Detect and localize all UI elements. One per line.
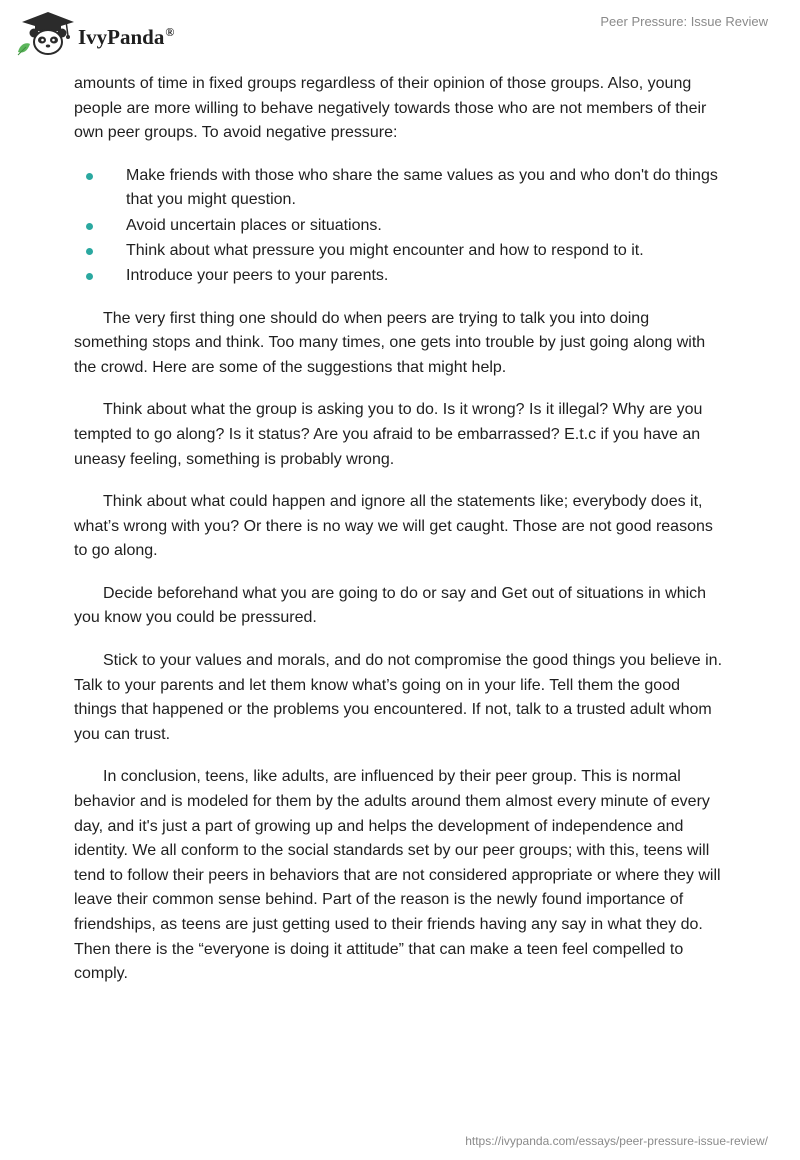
essay-body [74,72,726,1005]
bullet-list [74,164,726,289]
list-item: Avoid uncertain places or situations. [74,214,726,239]
paragraph: The very first thing one should do when peers are trying to talk you into doing something stops and think. Too many times, one gets into trouble by just going along with the crowd. Here are some of the suggestions that might help. [74,309,706,376]
paragraph: Decide beforehand what you are going to do or say and Get out of situations in which you know you could be pressured. [74,584,707,627]
list-item: Introduce your peers to your parents. [74,264,726,289]
paragraph: Think about what could happen and ignore all the statements like; everybody does it, what’s wrong with you? Or there is no way we will get caught. Those are not good reasons to go along. [74,493,713,560]
page-header [0,0,800,70]
ivypanda-logo[interactable] [14,8,174,60]
bullet-icon [86,223,93,230]
bullet-icon [86,248,93,255]
list-item: Think about what pressure you might encounter and how to respond to it. [74,239,726,264]
paragraph: Stick to your values and morals, and do not compromise the good things you believe in. Talk to your parents and let them know what’s going on in your life. Tell them the good things that happened or the problems you encountered. If not, talk to a trusted adult whom you can trust. [74,652,723,743]
list-item: Make friends with those who share the same values as you and who don't do things that you might question. [74,164,726,213]
brand-name: IvyPanda® [78,24,175,49]
conclusion-paragraph: In conclusion, teens, like adults, are influenced by their peer group. This is normal behavior and is modeled for them by the adults around them almost every minute of every day, and it's just a part of growing up and helps the development of independence and identity. We all conform to the social standards set by our peer groups; with this, teens will tend to follow their peers in behaviors that are not considered appropriate or where they will leave their common sense behind. Part of the reason is the newly found importance of friendships, as teens are just getting used to their friends having any say in what they do. Then there is the “everyone is doing it attitude” that can make a teen feel compelled to comply. [74,768,721,983]
source-url-link[interactable]: https://ivypanda.com/essays/peer-pressure-issue-review/ [465,1134,768,1148]
bullet-icon [86,173,93,180]
document-title: Peer Pressure: Issue Review [600,14,768,29]
paragraph: Think about what the group is asking you to do. Is it wrong? Is it illegal? Why are you tempted to go along? Is it status? Are you afraid to be embarrassed? E.t.c if you have an uneasy feeling, something is probably wrong. [74,401,703,468]
intro-paragraph: amounts of time in fixed groups regardless of their opinion of those groups. Also, young people are more willing to behave negatively towards those who are not members of their own peer groups. To avoid negative pressure: [74,75,707,142]
panda-graduate-icon [14,8,76,60]
bullet-icon [86,273,93,280]
